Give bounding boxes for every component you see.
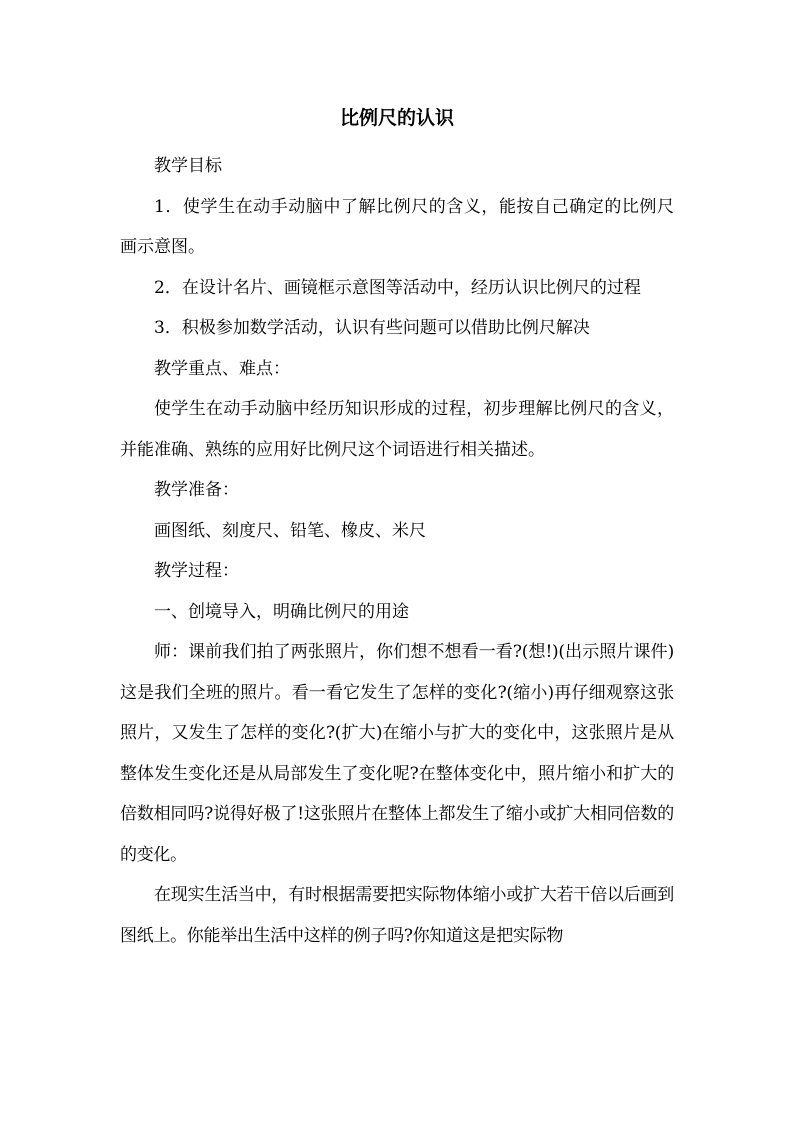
document-title: 比例尺的认识 [339,107,454,129]
paragraph-teaching-goals-heading: 教学目标 [154,156,222,176]
paragraph-goal-1: 1．使学生在动手动脑中了解比例尺的含义，能按自己确定的比例尺画示意图。 [120,196,674,257]
paragraph-section-1-heading: 一、创境导入，明确比例尺的用途 [154,601,409,622]
paragraph-goal-2: 2．在设计名片、画镜框示意图等活动中，经历认识比例尺的过程 [154,277,641,298]
paragraph-preparation-heading: 教学准备： [154,480,239,500]
paragraph-teacher-dialogue: 师：课前我们拍了两张照片，你们想不想看一看?(想!)(出示照片课件)这是我们全班的照片。看一看它发生了怎样的变化?(缩小)再仔细观察这张照片，又发生了怎样的变化?(扩大)在缩小与扩大的变化中，这张照片是从整体发生变化还是从局部发生了变化呢?在整体变化中，照片缩小和扩大的倍数相同吗?说得好极了!这张照片在整体上都发生了缩小或扩大相同倍数的的变化。 [120,642,674,865]
paragraph-key-points: 使学生在动手动脑中经历知识形成的过程，初步理解比例尺的含义，并能准确、熟练的应用好比例尺这个词语进行相关描述。 [120,399,674,460]
paragraph-goal-3: 3．积极参加数学活动，认识有些问题可以借助比例尺解决 [154,318,590,338]
paragraph-process-heading: 教学过程： [154,561,239,581]
paragraph-key-points-heading: 教学重点、难点： [154,358,290,379]
paragraph-real-life: 在现实生活当中，有时根据需要把实际物体缩小或扩大若干倍以后画到图纸上。你能举出生活中这样的例子吗?你知道这是把实际物 [120,885,674,946]
paragraph-materials: 画图纸、刻度尺、铅笔、橡皮、米尺 [154,520,426,541]
